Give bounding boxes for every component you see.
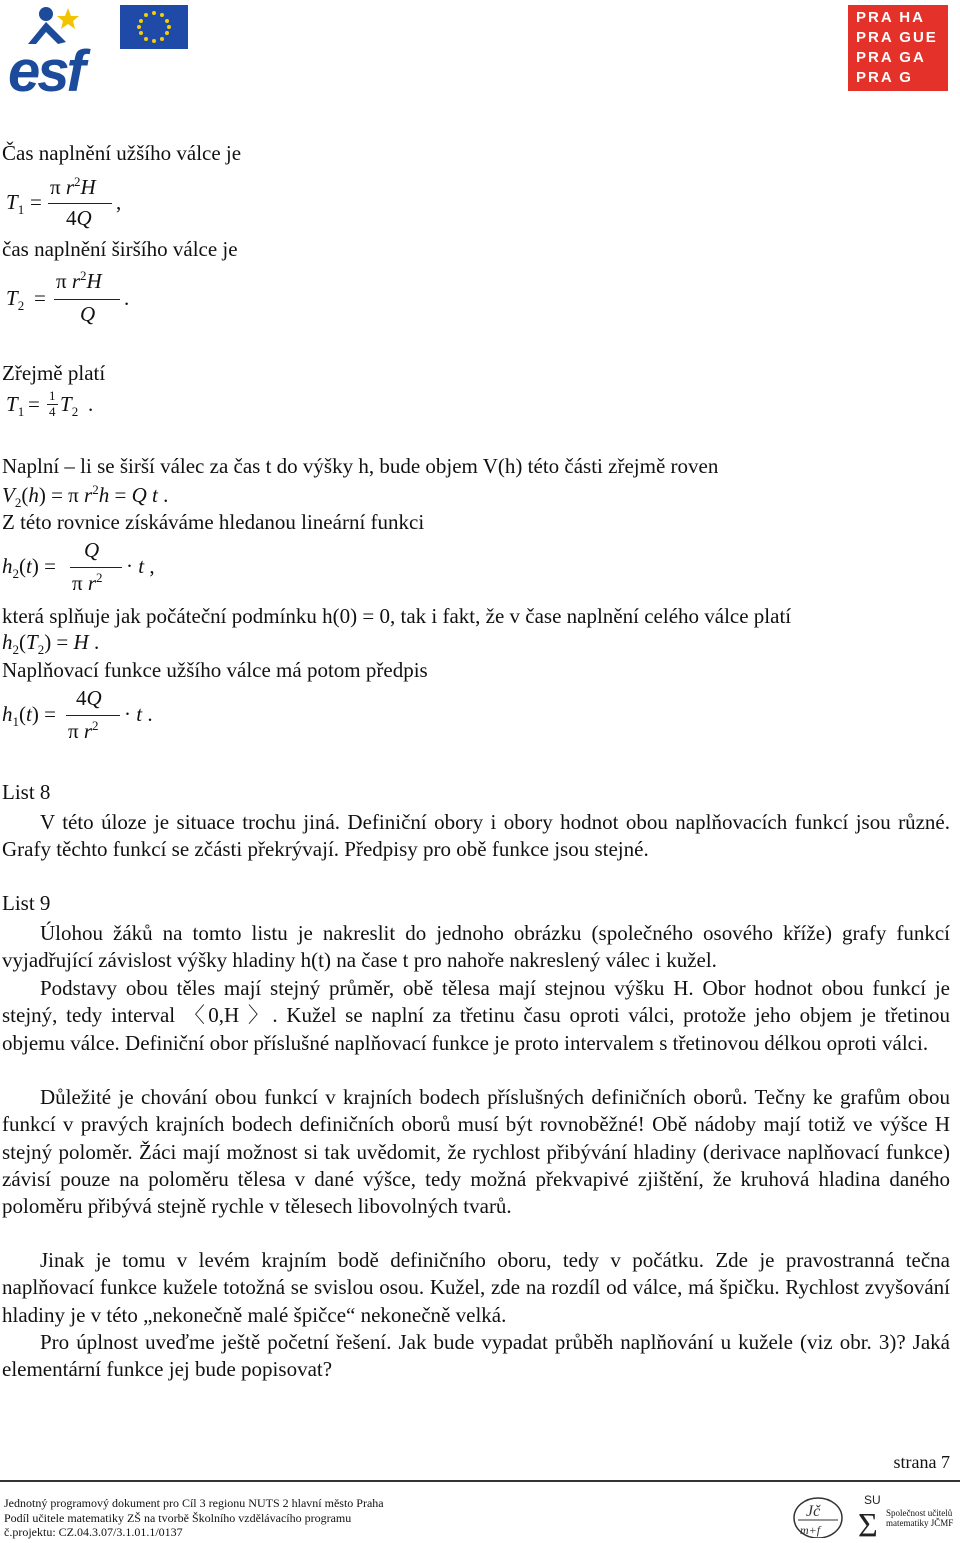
paragraph: Pro úplnost uveďme ještě početní řešení. Jak bude vypadat průběh naplňování u kužele (viz obr. 3)? Jaká elementární funkce jej bude popisovat? xyxy=(2,1330,950,1382)
paragraph: Důležité je chování obou funkcí v krajních bodech příslušných definičních oborů. Tečny ke grafům obou funkcí v pravých krajních bodech definičních oborů musí být rovnoběžné! Obě nádoby mají totiž ve výšce H stejný poloměr. Žáci mají možnost si tak uvědomit, že rychlost přibývání hladiny (derivace naplňovací funkce) závisí pouze na poloměru tělesa v dané výšce, tedy možná překvapivé zjištění, že kruhová hladina daného poloměru přibývá stejně rychle v tělesech libovolných tvarů. xyxy=(2,1085,950,1219)
svg-text:Σ: Σ xyxy=(858,1507,878,1538)
prague-logo-row: PRA HA xyxy=(856,9,925,26)
footer-line: č.projektu: CZ.04.3.07/3.1.01.1/0137 xyxy=(4,1525,183,1539)
paragraph: V této úloze je situace trochu jiná. Definiční obory i obory hodnot obou naplňovacích funkcí jsou různé. Grafy těchto funkcí se zčásti překrývají. Předpisy pro obě funkce jsou stejné. xyxy=(2,810,950,862)
text-line: Z této rovnice získáváme hledanou lineární funkci xyxy=(2,510,425,534)
text-line: Čas naplnění užšího válce je xyxy=(2,141,242,165)
paragraph: Úlohou žáků na tomto listu je nakreslit do jednoho obrázku (společného osového kříže) grafy funkcí vyjadřující závislost výšky hladiny h(t) na čase t pro nahoře nakreslený válec i kužel. xyxy=(2,921,950,973)
prague-logo-row: PRA GUE xyxy=(856,29,938,46)
section-title: List 8 xyxy=(2,780,51,804)
su-logo-icon xyxy=(858,1490,888,1538)
jcmf-logo-icon xyxy=(792,1494,844,1538)
esf-logo-text: esf xyxy=(8,39,83,104)
footer-line: Jednotný programový dokument pro Cíl 3 regionu NUTS 2 hlavní město Praha xyxy=(4,1496,384,1510)
eu-flag-icon xyxy=(120,5,188,49)
svg-text:m+f: m+f xyxy=(800,1523,821,1537)
page-number: strana 7 xyxy=(893,1452,950,1472)
prague-logo-row: PRA G xyxy=(856,69,913,86)
prague-logo-row: PRA GA xyxy=(856,49,926,66)
text-line: Naplňovací funkce užšího válce má potom předpis xyxy=(2,658,428,682)
su-logo-text: Společnost učitelů matematiky JČMF xyxy=(886,1508,954,1528)
text-line: která splňuje jak počáteční podmínku h(0) = 0, tak i fakt, že v čase naplnění celého válce platí xyxy=(2,604,792,628)
footer-line: Podíl učitele matematiky ZŠ na tvorbě Školního vzdělávacího programu xyxy=(4,1511,352,1525)
text-line: čas naplnění širšího válce je xyxy=(2,237,238,261)
text-line: Zřejmě platí xyxy=(2,361,106,385)
paragraph: Jinak je tomu v levém krajním bodě definičního oboru, tedy v počátku. Zde je pravostranná tečna naplňovací funkce kužele totožná se svislou osou. Kužel, zde na rozdíl od válce, má špičku. Rychlost zvyšování hladiny je v této „nekonečně malé špičce“ nekonečně velká. xyxy=(2,1248,950,1327)
section-title: List 9 xyxy=(2,891,51,915)
esf-logo xyxy=(8,4,108,104)
svg-text:SU: SU xyxy=(864,1493,881,1507)
text-line: Naplní – li se širší válec za čas t do výšky h, bude objem V(h) této části zřejmě roven xyxy=(2,454,719,478)
svg-text:Jč: Jč xyxy=(806,1503,821,1520)
prague-logo xyxy=(848,5,948,91)
paragraph: Podstavy obou těles mají stejný průměr, obě tělesa mají stejnou výšku H. Obor hodnot obou funkcí je stejný, tedy interval 〈0,H 〉. Kužel se naplní za třetinu času oproti válci, protože jeho objem je třetinou objemu válce. Definiční obor příslušné naplňovací funkce je proto intervalem s třetinovou délkou oproti válci. xyxy=(2,976,950,1055)
footer-divider xyxy=(0,1480,960,1482)
